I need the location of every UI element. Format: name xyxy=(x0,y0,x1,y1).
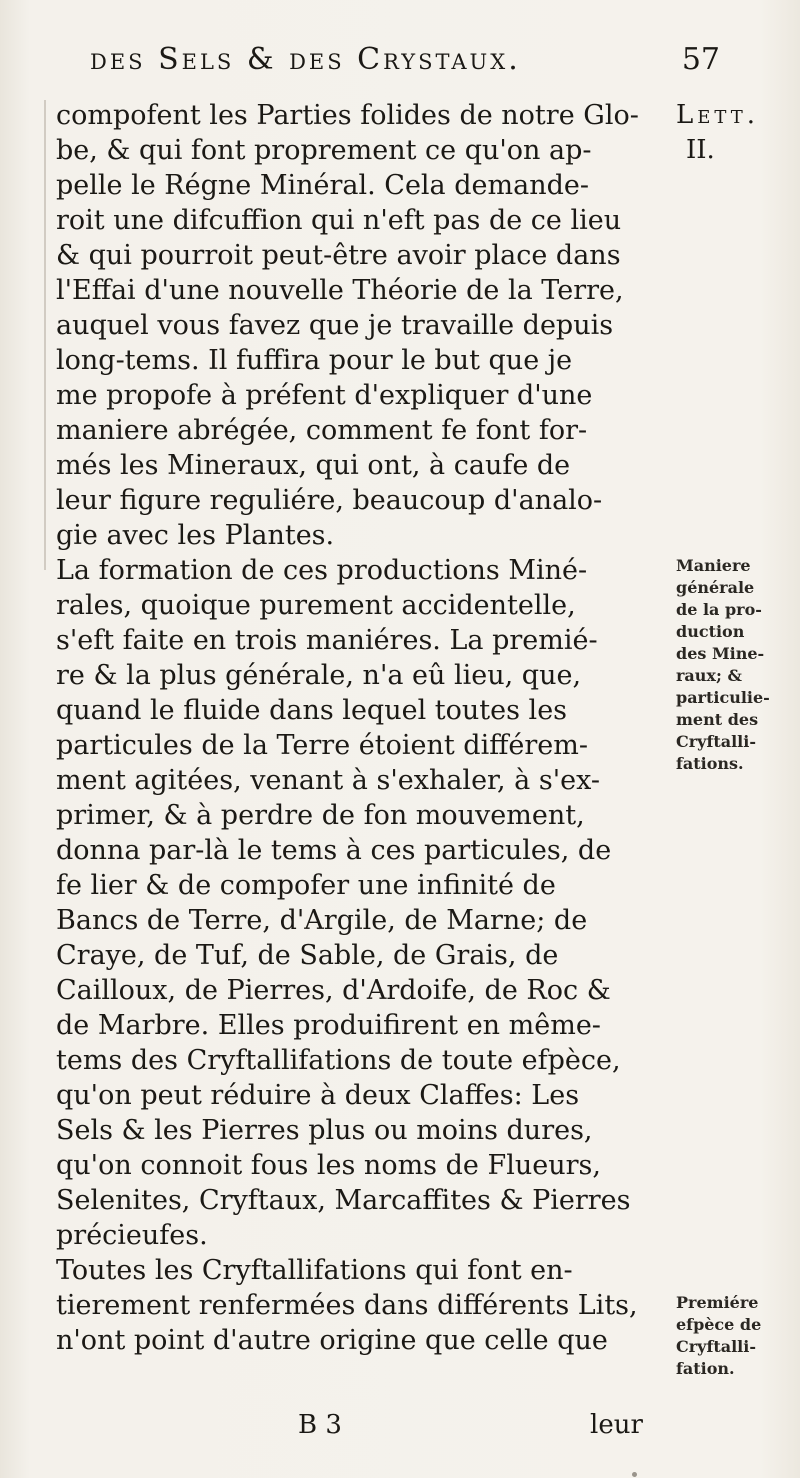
margin-note-line: de la pro- xyxy=(676,600,762,619)
text-line: auquel vous favez que je travaille depuis xyxy=(56,310,614,341)
text-line: l'Effai d'une nouvelle Théorie de la Terre, xyxy=(56,275,624,306)
text-line: gie avec les Plantes. xyxy=(56,520,335,551)
page-number: 57 xyxy=(681,42,720,77)
text-line: La formation de ces productions Miné- xyxy=(56,555,588,586)
text-line: long-tems. Il fuffira pour le but que je xyxy=(56,345,573,376)
text-line: de Marbre. Elles produifirent en même- xyxy=(56,1010,601,1041)
text-line: ment agitées, venant à s'exhaler, à s'ex- xyxy=(56,765,600,796)
margin-note-line: fation. xyxy=(676,1359,735,1378)
margin-note-general-formation xyxy=(676,555,796,775)
text-line: Bancs de Terre, d'Argile, de Marne; de xyxy=(56,905,588,936)
text-line: maniere abrégée, comment fe font for- xyxy=(56,415,588,446)
text-line: particules de la Terre étoient différem- xyxy=(56,730,588,761)
text-line: més les Mineraux, qui ont, à caufe de xyxy=(56,450,571,481)
margin-note-line: ment des xyxy=(676,710,759,729)
text-line: quand le fluide dans lequel toutes les xyxy=(56,695,568,726)
margin-note-line: Cryftalli- xyxy=(676,732,756,751)
text-line: précieufes. xyxy=(56,1220,208,1251)
text-line: primer, & à perdre de fon mouvement, xyxy=(56,800,585,831)
text-line: Selenites, Cryftaux, Marcaffites & Pierres xyxy=(56,1185,631,1216)
ink-spot xyxy=(632,1472,637,1477)
text-line: s'eft faite en trois maniéres. La premié- xyxy=(56,625,598,656)
margin-header xyxy=(676,98,796,168)
margin-note-line: Premiére xyxy=(676,1293,759,1312)
text-line: fe lier & de compofer une infinité de xyxy=(56,870,556,901)
binding-shadow xyxy=(44,100,46,570)
text-line: n'ont point d'autre origine que celle que xyxy=(56,1325,608,1356)
letter-number: II. xyxy=(686,135,715,165)
text-line: roit une difcuffion qui n'eft pas de ce lieu xyxy=(56,205,622,236)
margin-note-line: fations. xyxy=(676,754,744,773)
margin-note-first-kind xyxy=(676,1292,796,1380)
margin-note-line: générale xyxy=(676,578,755,597)
text-line: Cailloux, de Pierres, d'Ardoife, de Roc & xyxy=(56,975,611,1006)
margin-note-line: raux; & xyxy=(676,666,742,685)
letter-title: Lett. xyxy=(676,100,760,130)
catchword: leur xyxy=(590,1410,643,1440)
text-line: me propofe à préfent d'expliquer d'une xyxy=(56,380,593,411)
margin-note-line: Cryftalli- xyxy=(676,1337,756,1356)
margin-note-line: efpèce de xyxy=(676,1315,762,1334)
text-line: re & la plus générale, n'a eû lieu, que, xyxy=(56,660,582,691)
text-line: Toutes les Cryftallifations qui font en- xyxy=(56,1255,573,1286)
signature-mark: B 3 xyxy=(298,1410,342,1440)
text-line: tierement renfermées dans différents Lits, xyxy=(56,1290,638,1321)
text-line: pelle le Régne Minéral. Cela demande- xyxy=(56,170,589,201)
margin-note-line: particulie- xyxy=(676,688,770,707)
page-header xyxy=(60,42,720,92)
text-line: qu'on peut réduire à deux Claffes: Les xyxy=(56,1080,580,1111)
text-line: leur figure reguliére, beaucoup d'analo- xyxy=(56,485,603,516)
body-text xyxy=(56,98,666,1358)
text-line: qu'on connoit fous les noms de Flueurs, xyxy=(56,1150,601,1181)
margin-note-line: Maniere xyxy=(676,556,751,575)
text-line: tems des Cryftallifations de toute efpèce, xyxy=(56,1045,621,1076)
text-line: compofent les Parties folides de notre Glo- xyxy=(56,100,639,131)
text-line: donna par-là le tems à ces particules, de xyxy=(56,835,612,866)
text-line: be, & qui font proprement ce qu'on ap- xyxy=(56,135,592,166)
margin-note-line: des Mine- xyxy=(676,644,765,663)
text-line: Craye, de Tuf, de Sable, de Grais, de xyxy=(56,940,559,971)
text-line: Sels & les Pierres plus ou moins dures, xyxy=(56,1115,593,1146)
text-line: & qui pourroit peut-être avoir place dans xyxy=(56,240,621,271)
running-head: des Sels & des Crystaux. xyxy=(90,42,521,77)
text-line: rales, quoique purement accidentelle, xyxy=(56,590,576,621)
margin-note-line: duction xyxy=(676,622,745,641)
